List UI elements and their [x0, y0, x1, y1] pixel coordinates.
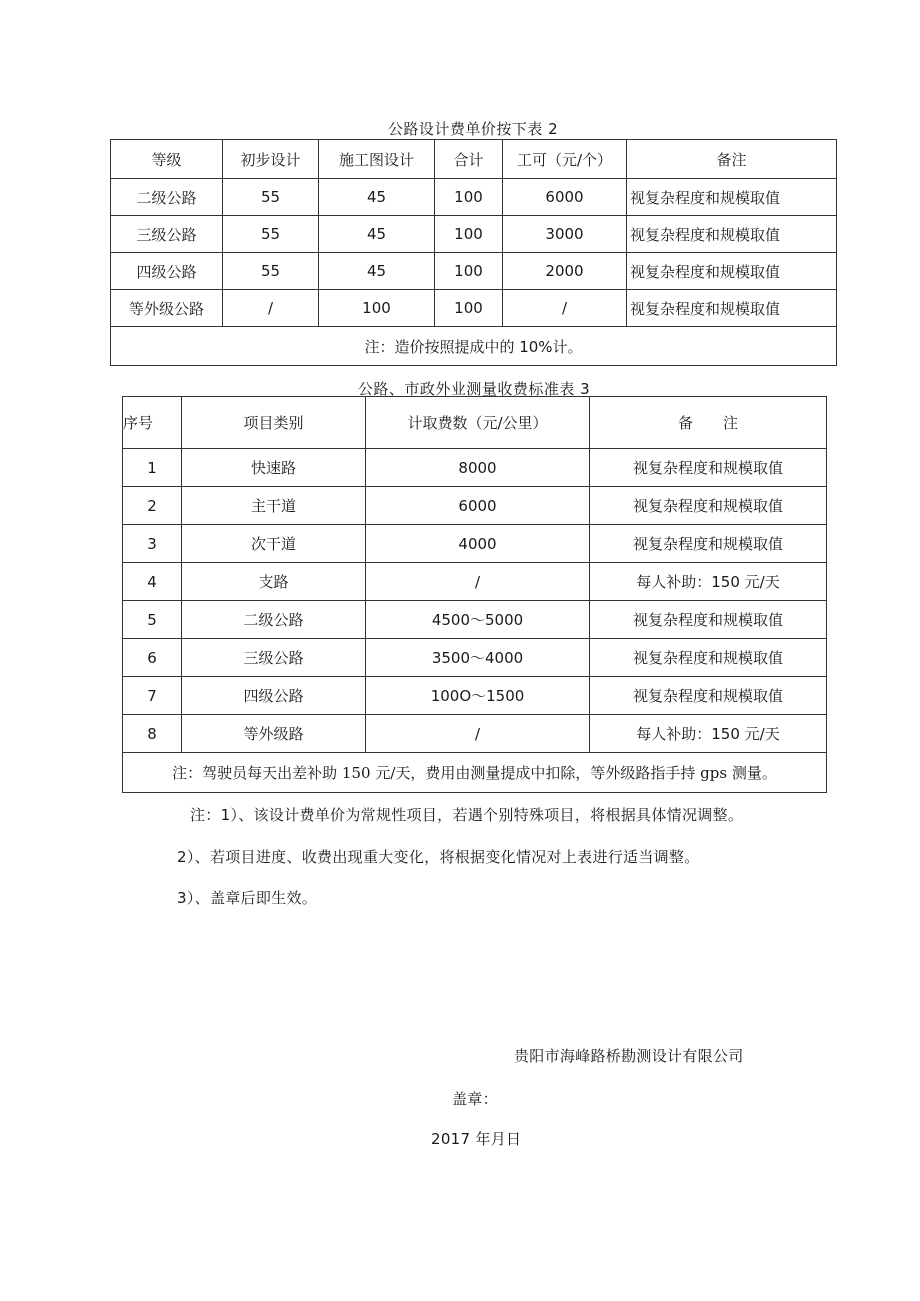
note-1: 注：1）、该设计费单价为常规性项目，若遇个别特殊项目，将根据具体情况调整。: [190, 806, 744, 824]
table-cell: 55: [223, 179, 319, 216]
table-cell: /: [366, 715, 590, 753]
table-cell: 55: [223, 216, 319, 253]
table-footnote-row: [123, 753, 827, 793]
table-cell: 4500～5000: [366, 601, 590, 639]
header-cell: 项目类别: [182, 397, 366, 449]
survey-fee-table: [122, 396, 827, 793]
header-cell: 合计: [435, 140, 503, 179]
table-cell: 等外级路: [182, 715, 366, 753]
table-cell: 100: [319, 290, 435, 327]
table-cell: 8000: [366, 449, 590, 487]
table-cell: 四级公路: [111, 253, 223, 290]
table-cell: 每人补助：150 元/天: [590, 563, 827, 601]
table-cell: 视复杂程度和规模取值: [590, 677, 827, 715]
table-cell: 45: [319, 216, 435, 253]
table-header-row: [123, 397, 827, 449]
note-3: 3）、盖章后即生效。: [177, 889, 318, 907]
table-cell: 支路: [182, 563, 366, 601]
table-cell: 6: [123, 639, 182, 677]
table-row: [123, 449, 827, 487]
header-cell: 等级: [111, 140, 223, 179]
table-cell: /: [366, 563, 590, 601]
table-cell: 视复杂程度和规模取值: [590, 525, 827, 563]
table-cell: 等外级公路: [111, 290, 223, 327]
table-cell: 3: [123, 525, 182, 563]
table2-caption: 公路设计费单价按下表 2: [387, 120, 559, 138]
signature-date: 2017 年月日: [431, 1130, 522, 1148]
table-cell: 主干道: [182, 487, 366, 525]
table2-footnote: 注：造价按照提成中的 10%计。: [111, 327, 837, 366]
table-row: [111, 216, 837, 253]
table-cell: 二级公路: [182, 601, 366, 639]
header-cell: 备 注: [590, 397, 827, 449]
table-cell: 快速路: [182, 449, 366, 487]
table-row: [123, 601, 827, 639]
header-cell: 初步设计: [223, 140, 319, 179]
table-cell: 2: [123, 487, 182, 525]
table-cell: 5: [123, 601, 182, 639]
table-cell: 2000: [503, 253, 627, 290]
table-cell: /: [223, 290, 319, 327]
table-cell: 视复杂程度和规模取值: [627, 253, 837, 290]
table-cell: 视复杂程度和规模取值: [590, 601, 827, 639]
table-cell: 视复杂程度和规模取值: [590, 487, 827, 525]
table-row: [123, 563, 827, 601]
table-cell: 3500～4000: [366, 639, 590, 677]
table-cell: 45: [319, 179, 435, 216]
table-cell: 100: [435, 290, 503, 327]
table-cell: 100: [435, 216, 503, 253]
table-cell: 3000: [503, 216, 627, 253]
table-cell: 55: [223, 253, 319, 290]
table-row: [111, 290, 837, 327]
stamp-label: 盖章：: [452, 1090, 498, 1108]
table-cell: 四级公路: [182, 677, 366, 715]
table-row: [123, 677, 827, 715]
table-cell: 三级公路: [182, 639, 366, 677]
table-row: [111, 179, 837, 216]
table-cell: 每人补助：150 元/天: [590, 715, 827, 753]
table-cell: 4: [123, 563, 182, 601]
company-name: 贵阳市海峰路桥勘测设计有限公司: [514, 1047, 744, 1065]
table-row: [111, 253, 837, 290]
design-fee-table: [110, 139, 837, 366]
header-cell: 施工图设计: [319, 140, 435, 179]
table-cell: 视复杂程度和规模取值: [627, 290, 837, 327]
table-cell: 次干道: [182, 525, 366, 563]
header-cell: 序号: [123, 397, 182, 449]
table-cell: 视复杂程度和规模取值: [627, 179, 837, 216]
table-cell: 4000: [366, 525, 590, 563]
table-row: [123, 525, 827, 563]
table-cell: 三级公路: [111, 216, 223, 253]
table-cell: /: [503, 290, 627, 327]
table-cell: 45: [319, 253, 435, 290]
table-footnote-row: [111, 327, 837, 366]
table3-caption: 公路、市政外业测量收费标准表 3: [357, 380, 591, 398]
header-cell: 备注: [627, 140, 837, 179]
table3-footnote: 注：驾驶员每天出差补助 150 元/天，费用由测量提成中扣除，等外级路指手持 gps 测量。: [123, 753, 827, 793]
header-cell: 工可（元/个）: [503, 140, 627, 179]
table-cell: 100: [435, 253, 503, 290]
note-2: 2）、若项目进度、收费出现重大变化，将根据变化情况对上表进行适当调整。: [177, 848, 700, 866]
table-cell: 视复杂程度和规模取值: [590, 449, 827, 487]
table-cell: 视复杂程度和规模取值: [627, 216, 837, 253]
table-row: [123, 487, 827, 525]
header-cell: 计取费数（元/公里）: [366, 397, 590, 449]
table-cell: 6000: [366, 487, 590, 525]
table-cell: 7: [123, 677, 182, 715]
table-cell: 视复杂程度和规模取值: [590, 639, 827, 677]
table-cell: 100: [435, 179, 503, 216]
table-header-row: [111, 140, 837, 179]
table-cell: 6000: [503, 179, 627, 216]
table-row: [123, 639, 827, 677]
table-row: [123, 715, 827, 753]
table-cell: 1: [123, 449, 182, 487]
table-cell: 二级公路: [111, 179, 223, 216]
table-cell: 8: [123, 715, 182, 753]
table-cell: 100O～1500: [366, 677, 590, 715]
